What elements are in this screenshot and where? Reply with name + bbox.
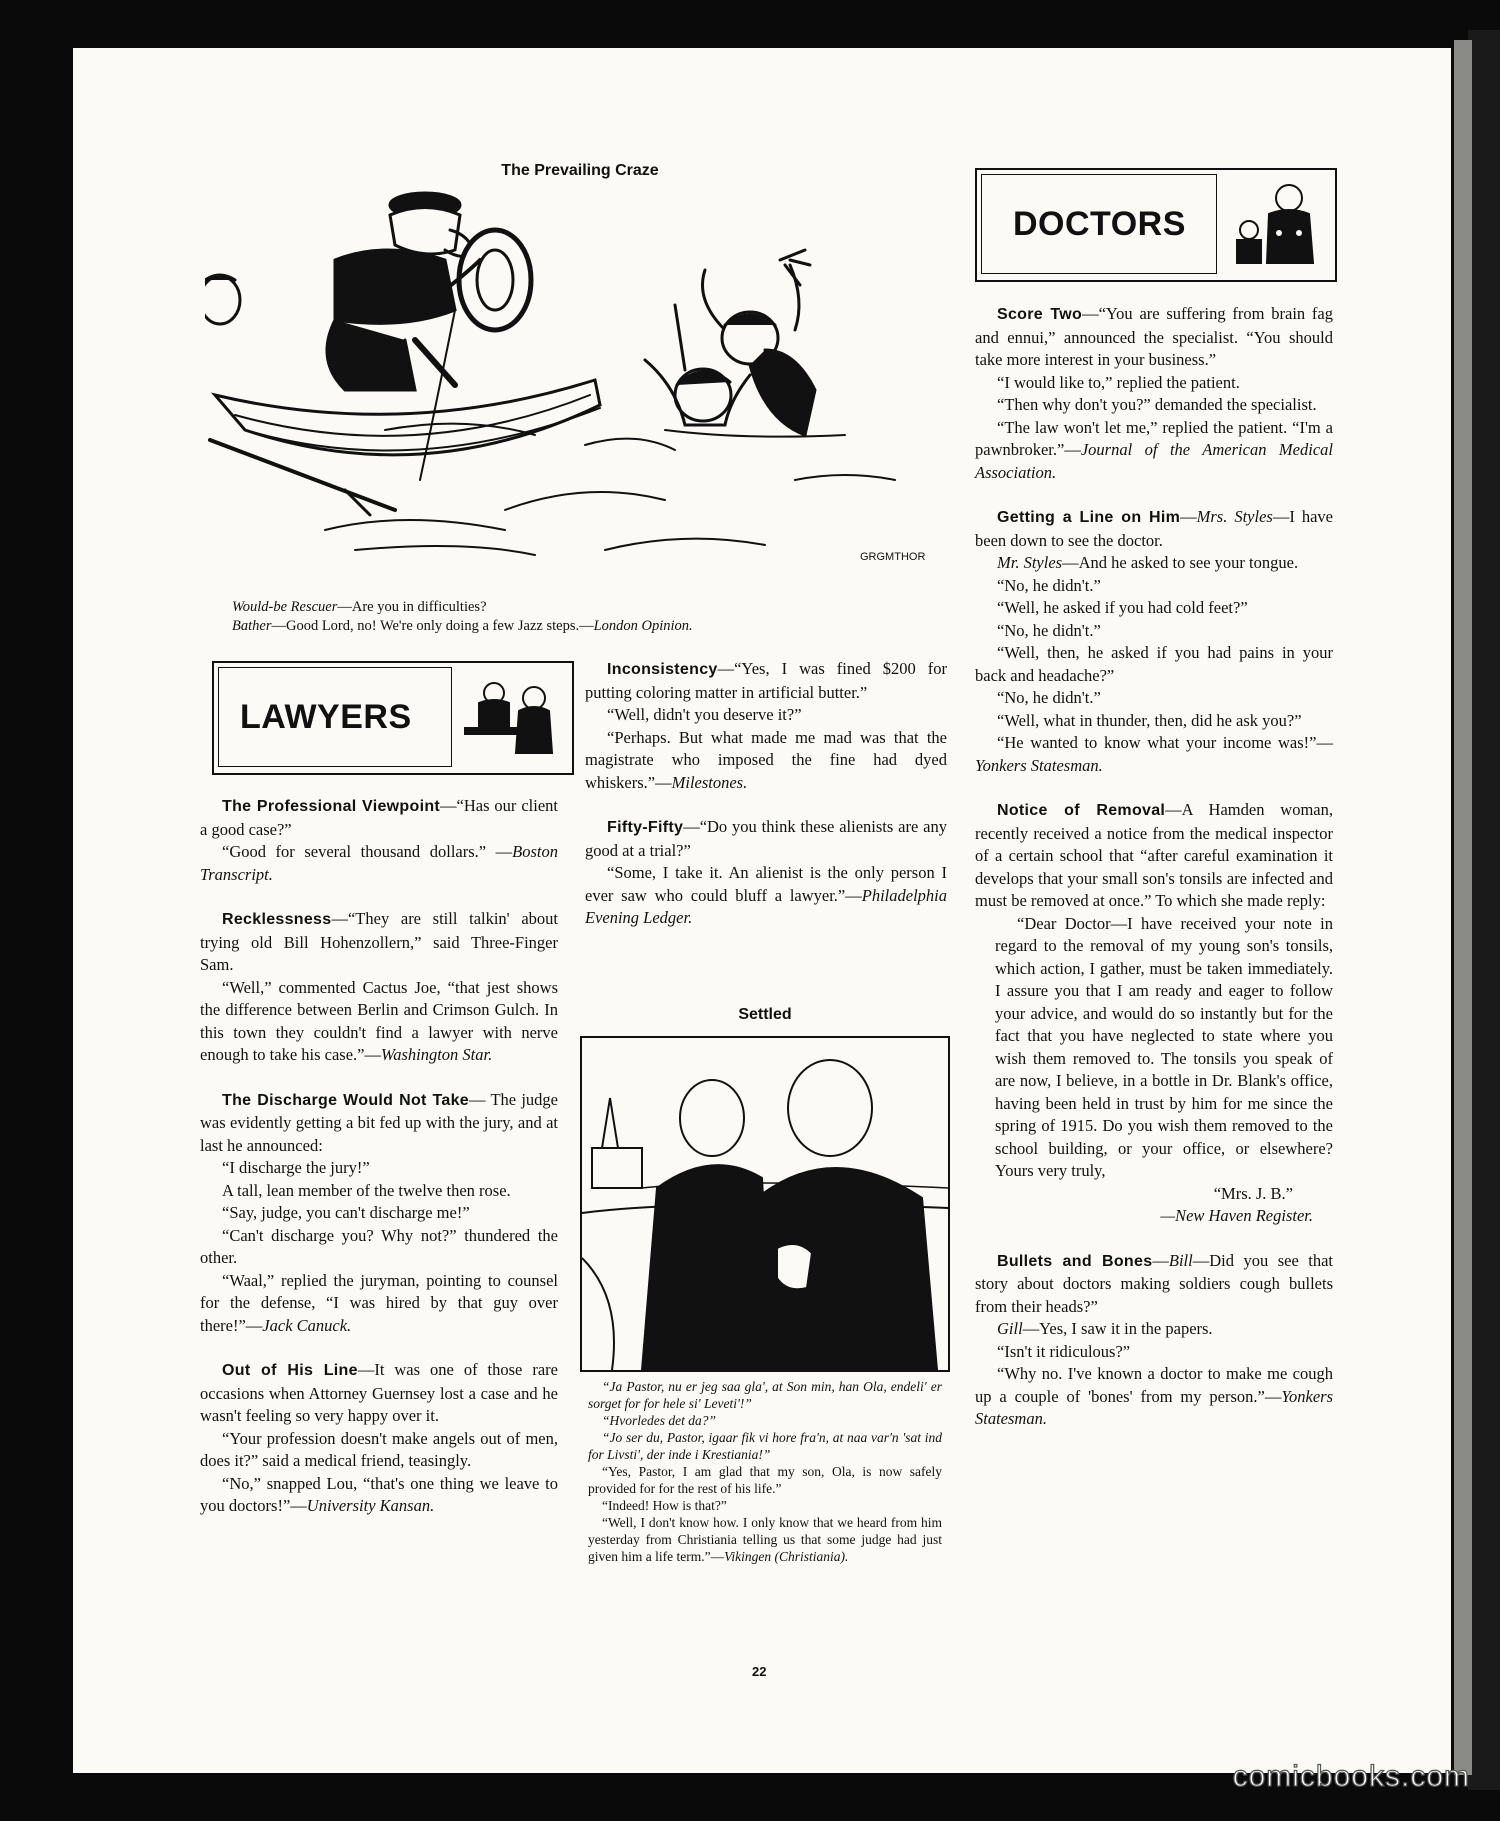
paragraph [975, 506, 1333, 552]
paragraph [975, 1341, 1333, 1364]
paragraph [975, 1250, 1333, 1319]
paragraph [975, 575, 1333, 598]
source-credit: —New Haven Register. [1160, 1206, 1313, 1225]
speaker-name: Bill [1168, 1250, 1193, 1270]
caption-speaker: Bather [232, 618, 272, 634]
paragraph [200, 1270, 558, 1338]
site-watermark: comicbooks.com [1232, 1760, 1470, 1793]
paragraph [200, 1428, 558, 1473]
caption-text: —Are you in difficulties? [337, 599, 487, 615]
source-credit: Milestones. [671, 772, 748, 792]
caption-speaker: Would-be Rescuer [232, 599, 338, 615]
caption-text: —Good Lord, no! We're only doing a few Jazz steps.— [271, 618, 594, 634]
item-text: —“Do you think these alienists are any good at a trial?” [585, 817, 947, 860]
caption-source: London Opinion. [593, 618, 693, 634]
settled-cartoon-title: Settled [738, 1006, 792, 1023]
caption-paragraph [588, 1378, 942, 1412]
cartoon-title: The Prevailing Craze [501, 162, 659, 179]
caption-paragraph [588, 1497, 942, 1514]
lawyers-section-header [212, 661, 574, 775]
paragraph [975, 394, 1333, 417]
paragraph [200, 1359, 558, 1428]
source-credit: Philadelphia Evening Ledger. [585, 885, 947, 927]
item-text: —“You are suffering from brain fag and ennui,” announced the specialist. “You should take more interest in your business.” [975, 304, 1333, 369]
doctors-figures-icon [1227, 178, 1327, 270]
paragraph [585, 704, 947, 727]
paragraph [200, 795, 558, 841]
source-credit: University Kansan. [306, 1496, 435, 1515]
item-text: “I would like to,” replied the patient. [997, 372, 1240, 392]
doctors-section-header [975, 168, 1337, 282]
paragraph [975, 597, 1333, 620]
cartoon-caption [232, 598, 892, 636]
page-fold-shadow [1454, 40, 1472, 1775]
item-text: “Well, didn't you deserve it?” [607, 705, 802, 724]
item-headline: Notice of Removal [997, 802, 1166, 819]
caption-text: “Jo ser du, Pastor, igaar fik vi hore fra'n, at naa var'n 'sat ind for Livsti', der inde i Krestiania!” [588, 1430, 942, 1462]
settled-cartoon-frame [580, 1036, 950, 1372]
item-text: A tall, lean member of the twelve then rose. [222, 1180, 511, 1200]
item-headline: The Professional Viewpoint [222, 798, 441, 815]
item-text: —“They are still talkin' about trying old Bill Hohenzollern,” said Three-Finger Sam. [200, 909, 558, 974]
caption-paragraph [588, 1412, 942, 1429]
item-text: “No, he didn't.” [997, 620, 1101, 640]
speaker-name: Gill [997, 1319, 1023, 1338]
letter-body: “Dear Doctor—I have received your note in regard to the removal of my young son's tonsils, which action, I gather, must be taken immediately. I assure you that I am ready and eager to follow your advice, and would do so instantly but for the fact that you have neglected to state where you wish them removed to. The tonsils you speak of are now, I believe, in a bottle in Dr. Blank's office, having been held in trust by him for me since the spring of 1915. Do you wish them removed to the school building, or your office, or elsewhere? Yours very truly, [995, 913, 1333, 1180]
item-text: — [1152, 1250, 1169, 1270]
caption-paragraph [588, 1429, 942, 1463]
item-text: “Can't discharge you? Why not?” thundered the other. [200, 1225, 558, 1267]
source-credit: Journal of the American Medical Association. [975, 440, 1333, 482]
doctors-column [975, 303, 1333, 1431]
item-headline: Fifty-Fifty [607, 819, 684, 836]
source-credit: Boston Transcript. [200, 842, 558, 884]
caption-text: “Indeed! How is that?” [602, 1498, 727, 1513]
item-headline: Score Two [997, 306, 1083, 323]
source-credit: Washington Star. [380, 1045, 493, 1064]
item-text: “Well, he asked if you had cold feet?” [997, 598, 1248, 617]
item-text: “Isn't it ridiculous?” [997, 1341, 1131, 1361]
item-text: —It was one of those rare occasions when Attorney Guernsey lost a case and he wasn't feeling so very happy over it. [200, 1360, 558, 1425]
item-text: “Well, then, he asked if you had pains in your back and headache?” [975, 643, 1333, 685]
paragraph [975, 417, 1333, 485]
caption-text: “Hvorledes det da?” [602, 1413, 716, 1428]
item-text: —Yes, I saw it in the papers. [1022, 1319, 1213, 1338]
section-title: LAWYERS [240, 698, 412, 736]
caption-text: “Well, I don't know how. I only know that we heard from him yesterday from Christiania telling us that some judge had just given him a life term.”— [588, 1515, 942, 1564]
paragraph [585, 658, 947, 704]
item-text: —“Has our client a good case?” [200, 796, 558, 839]
paragraph [200, 1157, 558, 1180]
item-text: “Say, judge, you can't discharge me!” [222, 1203, 470, 1222]
item-text: —Did you see that story about doctors making soldiers cough bullets from their heads?” [975, 1250, 1333, 1316]
item-text: — The judge was evidently getting a bit fed up with the jury, and at last he announced: [200, 1089, 559, 1155]
paragraph [975, 687, 1333, 710]
paragraph [200, 1202, 558, 1225]
item-text: “Waal,” replied the juryman, pointing to counsel for the defense, “I was hired by that guy over there!”— [200, 1270, 558, 1335]
item-text: “Your profession doesn't make angels out of men, does it?” said a medical friend, teasingly. [200, 1428, 558, 1470]
paragraph [200, 1089, 558, 1158]
item-text: “The law won't let me,” replied the patient. “I'm a pawnbroker.”— [975, 417, 1333, 459]
reply-letter [995, 913, 1333, 1228]
middle-column [585, 658, 947, 930]
item-text: “Then why don't you?” demanded the specialist. [997, 395, 1317, 414]
speaker-name: Mr. Styles [997, 553, 1063, 572]
item-headline: The Discharge Would Not Take [222, 1091, 469, 1109]
letter-signature: “Mrs. J. B.” [1213, 1183, 1293, 1203]
item-headline: Getting a Line on Him [997, 509, 1181, 526]
settled-cartoon-caption [588, 1378, 942, 1565]
paragraph [975, 1318, 1333, 1341]
paragraph [975, 732, 1333, 777]
item-text: “Some, I take it. An alienist is the only person I ever saw who could bluff a lawyer.”— [585, 863, 947, 905]
lawyers-figures-icon [464, 673, 564, 763]
caption-paragraph [588, 1463, 942, 1497]
caption-text: “Yes, Pastor, I am glad that my son, Ola, is now safely provided for for the rest of his life.” [588, 1464, 942, 1496]
paragraph [200, 841, 558, 886]
item-text: “Well,” commented Cactus Joe, “that jest shows the difference between Berlin and Crimson Gulch. In this town they couldn't find a lawyer with nerve enough to take his case.”— [200, 977, 558, 1064]
page-number: 22 [752, 1664, 767, 1679]
paragraph [200, 908, 558, 977]
item-text: “He wanted to know what your income was!”— [997, 733, 1333, 752]
item-text: “No, he didn't.” [997, 575, 1101, 595]
paragraph [975, 799, 1333, 913]
item-text: — [1180, 507, 1197, 526]
paragraph [975, 1363, 1333, 1431]
item-text: “No, he didn't.” [997, 688, 1101, 707]
item-text: —A Hamden woman, recently received a notice from the medical inspector of a certain school that “after careful examination it develops that your small son's tonsils are infected and must be removed at once.” To which she made reply: [975, 800, 1333, 910]
paragraph [200, 977, 558, 1067]
paragraph [200, 1180, 558, 1203]
source-credit: Jack Canuck. [262, 1315, 352, 1335]
item-text: “No,” snapped Lou, “that's one thing we leave to you doctors!”— [200, 1473, 558, 1515]
item-headline: Recklessness [222, 911, 332, 928]
pastor-and-farmer-illustration [582, 1038, 948, 1370]
source-credit: Yonkers Statesman. [975, 755, 1103, 775]
cartoon-signature: GRGMTHOR [860, 551, 926, 563]
item-text: —“Yes, I was fined $200 for putting coloring matter in artificial butter.” [585, 659, 947, 702]
caption-text: “Ja Pastor, nu er jeg saa gla', at Son min, han Ola, endeli' er sorget for for hele si' Leveti'!” [588, 1379, 942, 1411]
paragraph [585, 862, 947, 930]
rescuer-cartoon-illustration [205, 190, 950, 585]
item-text: “Good for several thousand dollars.” — [222, 842, 513, 861]
source-credit: Vikingen (Christiania). [724, 1549, 849, 1564]
paragraph [975, 620, 1333, 643]
item-headline: Inconsistency [607, 661, 718, 678]
paragraph [975, 552, 1333, 575]
paragraph [975, 372, 1333, 395]
item-text: —And he asked to see your tongue. [1062, 553, 1299, 572]
speaker-name: Mrs. Styles [1196, 507, 1273, 526]
paragraph [200, 1473, 558, 1518]
item-text: “I discharge the jury!” [222, 1158, 370, 1177]
paragraph [585, 816, 947, 862]
item-text: —I have been down to see the doctor. [975, 507, 1333, 550]
binding-edge [1468, 30, 1500, 1790]
item-text: “Well, what in thunder, then, did he ask you?” [997, 710, 1302, 730]
item-headline: Out of His Line [222, 1362, 358, 1379]
paragraph [975, 642, 1333, 687]
item-headline: Bullets and Bones [997, 1252, 1153, 1270]
section-title: DOCTORS [1013, 205, 1186, 243]
paragraph [975, 303, 1333, 372]
paragraph [200, 1225, 558, 1270]
item-text: “Why no. I've known a doctor to make me cough up a couple of 'bones' from my person.”— [975, 1364, 1333, 1406]
paragraph [975, 710, 1333, 733]
source-credit: Yonkers Statesman. [975, 1386, 1333, 1428]
caption-paragraph [588, 1514, 942, 1565]
item-text: “Perhaps. But what made me mad was that the magistrate who imposed the fine had dyed whiskers.”— [585, 727, 947, 792]
lawyers-column [200, 795, 558, 1518]
paragraph [585, 727, 947, 795]
